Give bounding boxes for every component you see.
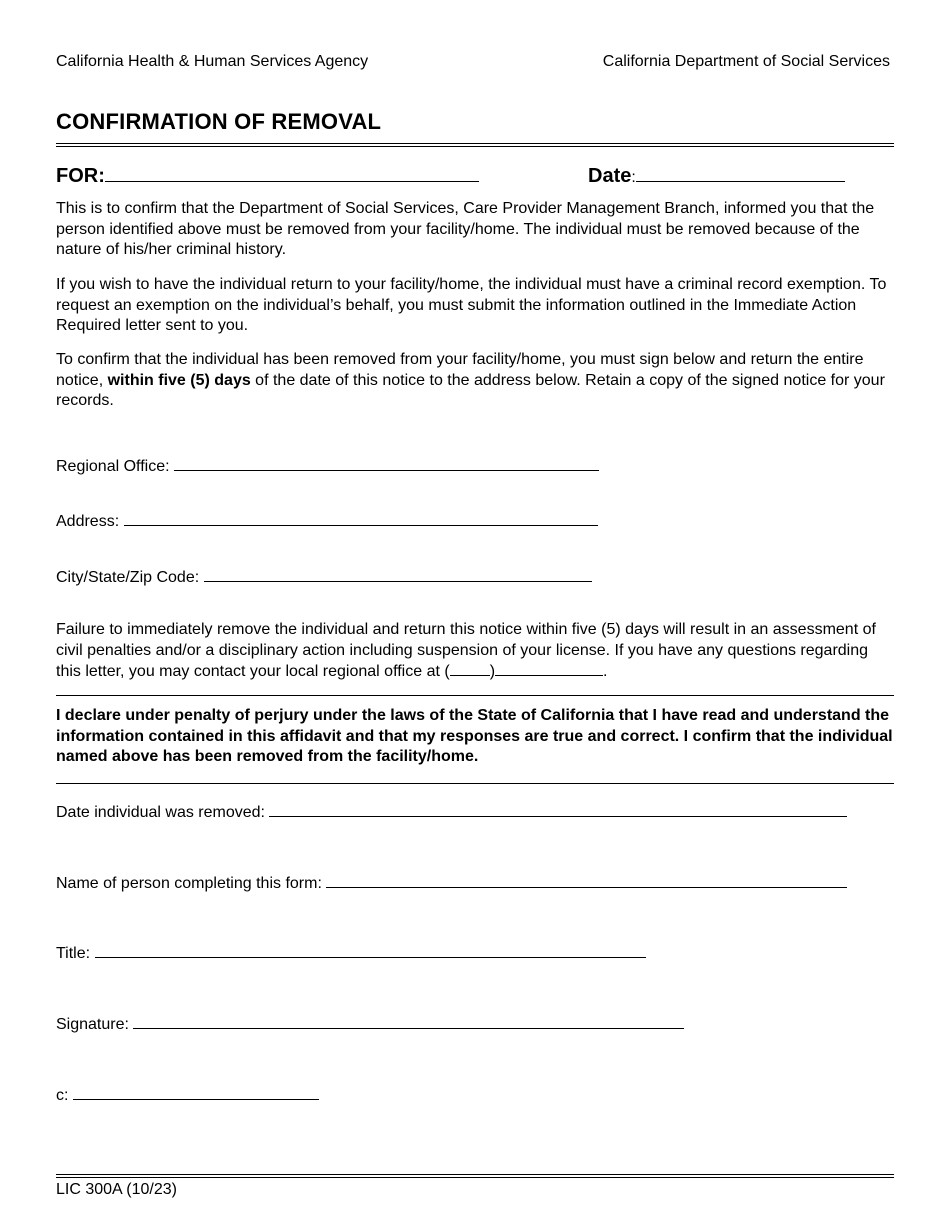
paragraph-penalty (56, 620, 894, 683)
title-field (56, 941, 646, 964)
regional-office-input-line[interactable] (174, 454, 599, 471)
title-divider (56, 143, 894, 147)
date-colon: : (631, 169, 636, 186)
form-title: CONFIRMATION OF REMOVAL (56, 109, 382, 134)
name-completing-field (56, 871, 847, 894)
address-input-line[interactable] (124, 509, 598, 526)
name-completing-label: Name of person completing this form: (56, 875, 322, 892)
declaration-top-divider (56, 695, 894, 696)
date-removed-label: Date individual was removed: (56, 804, 265, 821)
date-input-line[interactable] (636, 163, 845, 182)
form-number: LIC 300A (10/23) (56, 1181, 177, 1198)
area-code-close: ) (489, 663, 496, 680)
phone-number-input-line[interactable] (495, 661, 603, 676)
cc-input-line[interactable] (73, 1083, 319, 1100)
paragraph-exemption: If you wish to have the individual return to your facility/home, the individual must have a criminal record exemption. To request an exemption on the individual’s behalf, you must submit the information outlined in the Immediate Action Required letter sent to you. (56, 276, 887, 334)
title-label: Title: (56, 945, 91, 962)
city-state-zip-label: City/State/Zip Code: (56, 569, 200, 586)
agency-name: California Health & Human Services Agency (56, 53, 369, 70)
signature-label: Signature: (56, 1016, 129, 1033)
address-label: Address: (56, 513, 120, 530)
city-state-zip-field (56, 565, 592, 588)
paragraph-notice: This is to confirm that the Department of Social Services, Care Provider Management Branch, informed you that the person identified above must be removed from your facility/home. The individual must be removed because of the nature of his/her criminal history. (56, 200, 875, 258)
date-field (588, 163, 845, 190)
cc-label: c: (56, 1087, 69, 1104)
date-removed-field (56, 800, 847, 823)
signature-input-line[interactable] (133, 1012, 684, 1029)
penalty-period: . (603, 663, 608, 680)
footer-divider (56, 1174, 894, 1178)
penalty-text: Failure to immediately remove the individual and return this notice within five (5) days will result in an assessment of civil penalties and/or a disciplinary action including suspension of your license. If you have any questions regarding this letter, you may contact your local regional office at ( (56, 621, 876, 680)
area-code-input-line[interactable] (450, 661, 490, 676)
date-removed-input-line[interactable] (269, 800, 847, 817)
paragraph-confirm (56, 350, 894, 412)
for-field (56, 163, 479, 188)
date-label: Date (588, 165, 632, 187)
for-label: FOR: (56, 165, 105, 187)
address-field (56, 509, 598, 532)
regional-office-label: Regional Office: (56, 458, 170, 475)
confirm-text-start: To confirm that the individual has been removed from your facility/home, you must sign below and return the entire notice, (56, 351, 864, 389)
declaration-bottom-divider (56, 783, 894, 784)
signature-field (56, 1012, 684, 1035)
deadline-emphasis: within five (5) days (107, 371, 251, 389)
city-state-zip-input-line[interactable] (204, 565, 592, 582)
for-input-line[interactable] (105, 163, 479, 182)
title-input-line[interactable] (95, 941, 646, 958)
name-completing-input-line[interactable] (326, 871, 847, 888)
confirm-text-end: of the date of this notice to the address below. Retain a copy of the signed notice for your records. (56, 371, 885, 409)
department-name: California Department of Social Services (602, 53, 890, 70)
cc-field (56, 1083, 319, 1106)
regional-office-field (56, 454, 599, 477)
declaration-text: I declare under penalty of perjury under the laws of the State of California that I have read and understand the information contained in this affidavit and that my responses are true and correct. I confirm that the individual named above has been removed from the facility/home. (56, 707, 893, 765)
